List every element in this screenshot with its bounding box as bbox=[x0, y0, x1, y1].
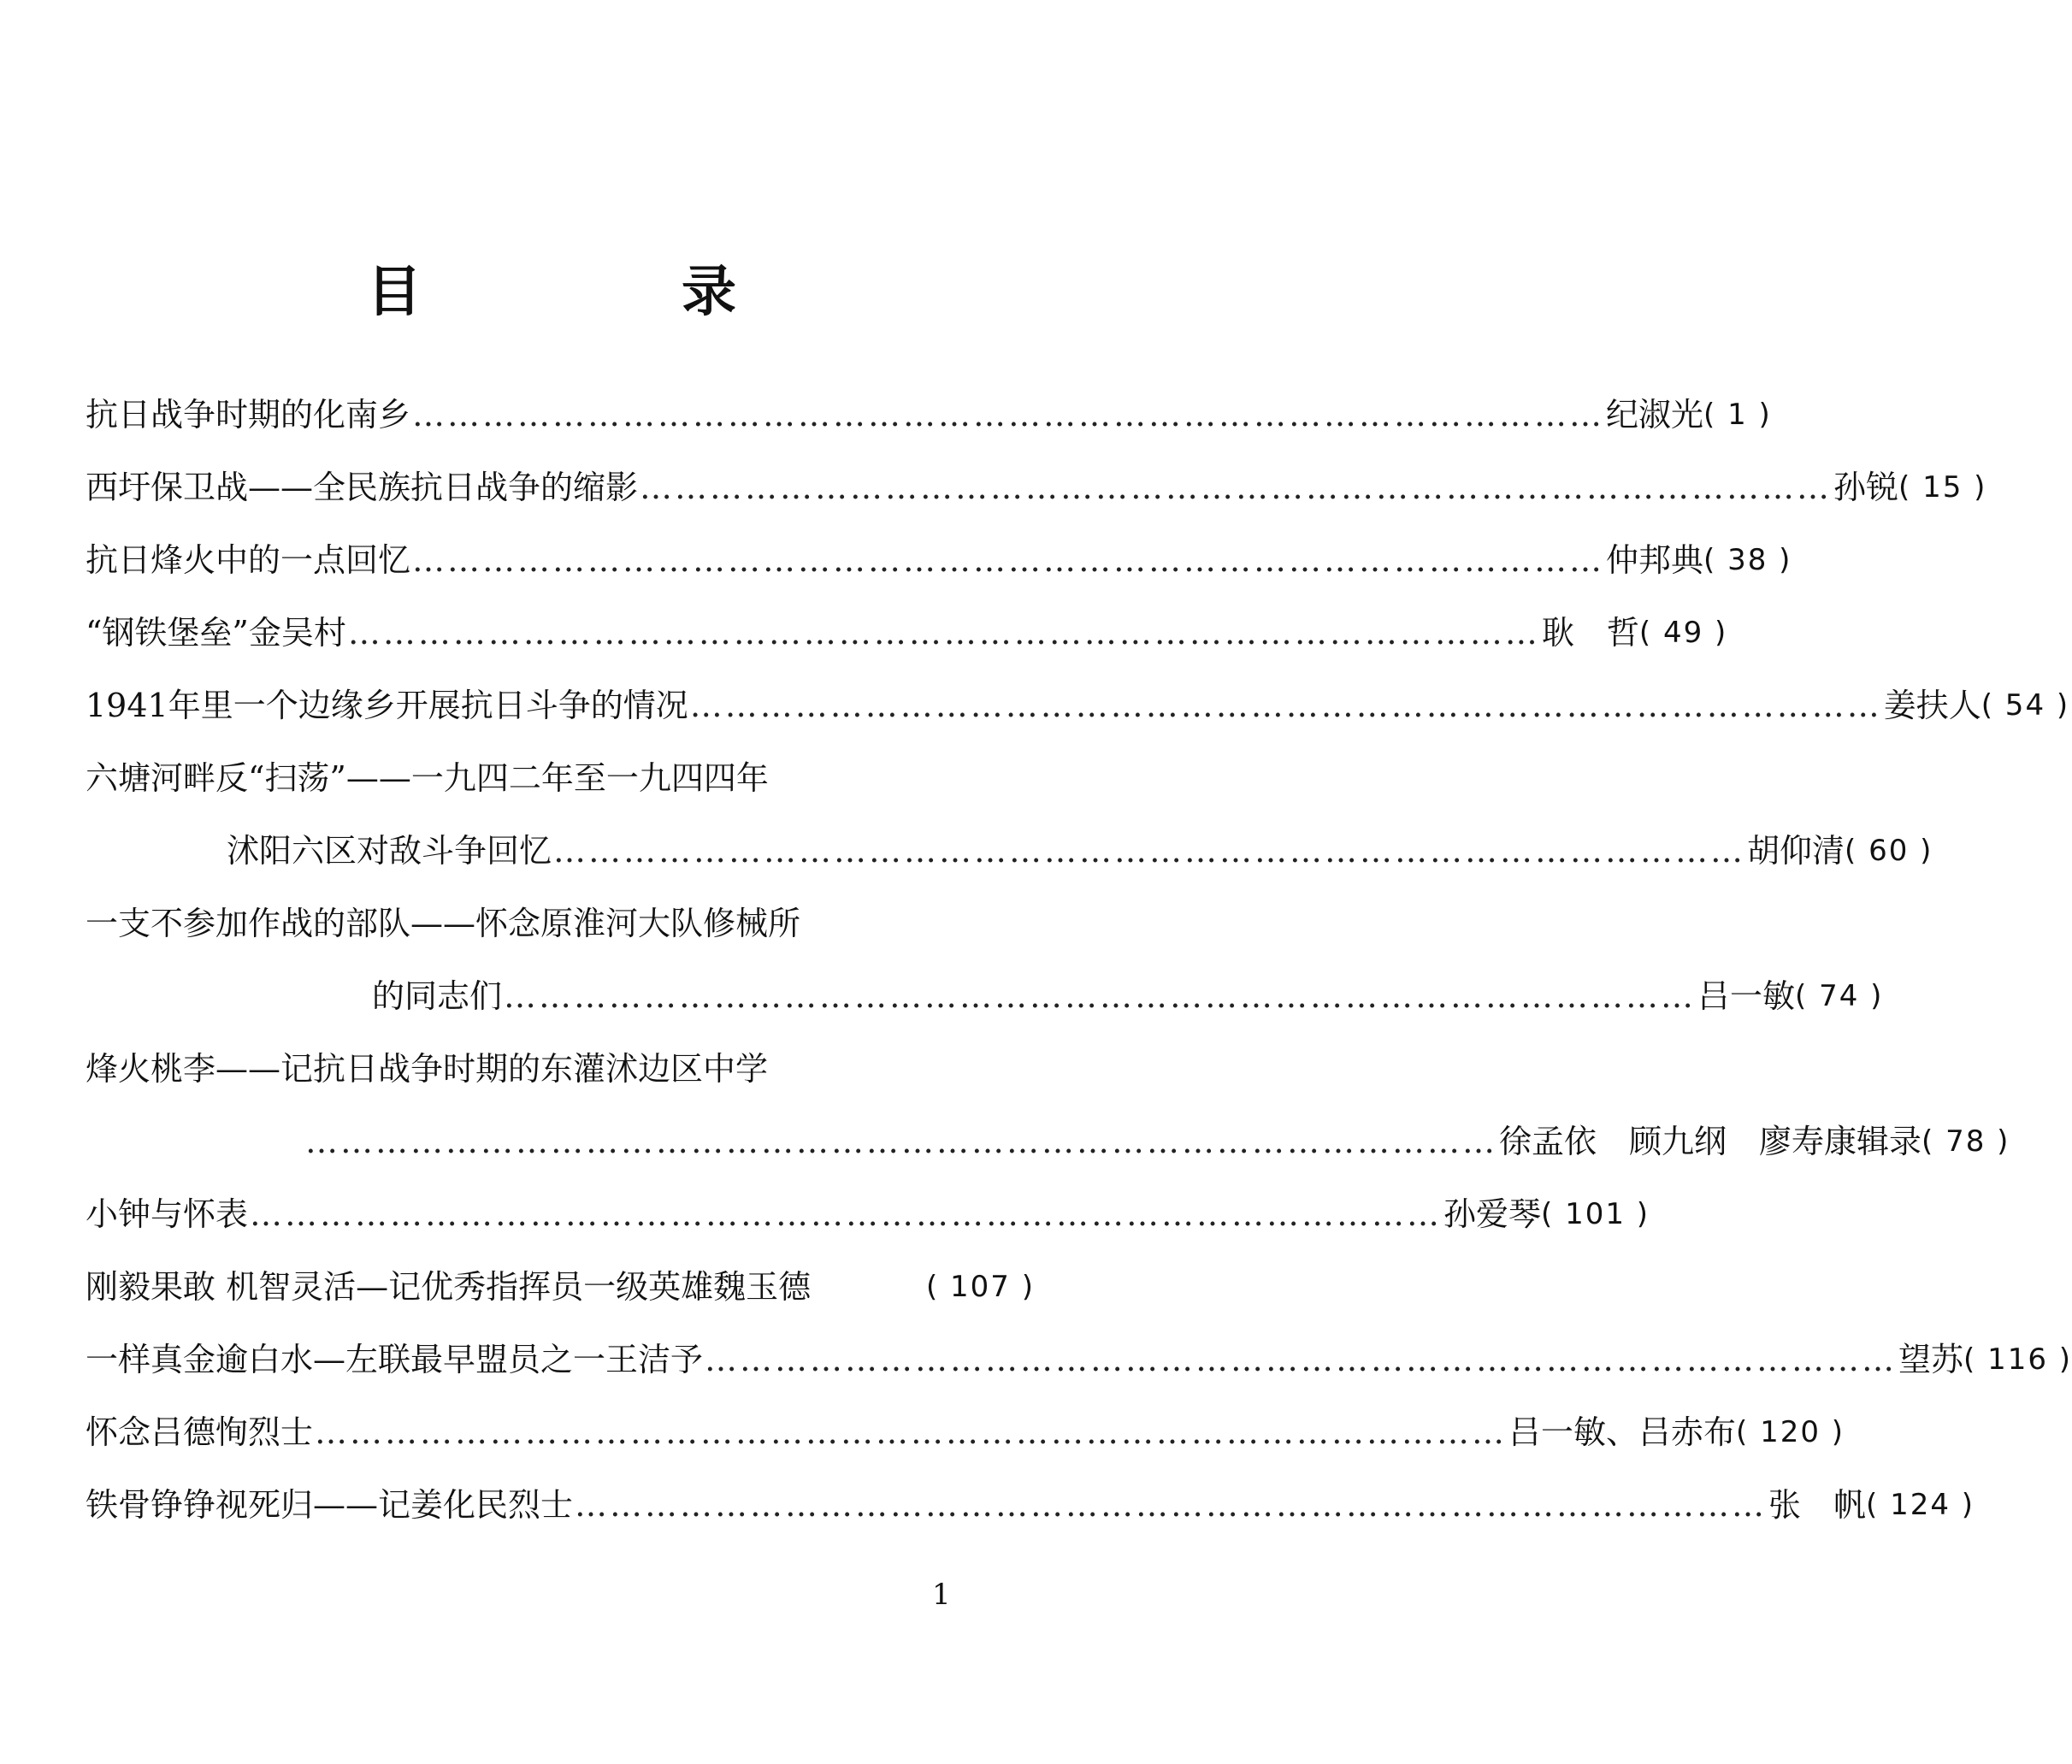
entry-page: ( 74 ) bbox=[1795, 979, 1884, 1013]
entry-title: 抗日战争时期的化南乡 bbox=[86, 396, 411, 434]
entry-title: 的同志们 bbox=[372, 977, 503, 1015]
entry-author: 孙爱琴 bbox=[1443, 1195, 1542, 1233]
entry-title: 沭阳六区对敌斗争回忆 bbox=[227, 832, 552, 870]
toc-entry[interactable] bbox=[86, 1261, 1035, 1313]
toc-entry[interactable] bbox=[86, 389, 1772, 440]
entry-author: 望苏 bbox=[1898, 1341, 1964, 1378]
leader-dots: ………………………………………………………………………………………… bbox=[315, 1413, 1508, 1451]
toc-entry-title-line[interactable] bbox=[86, 898, 800, 949]
toc-entry[interactable] bbox=[227, 825, 1933, 876]
leader-dots: ………………………………………………………………………………………… bbox=[553, 832, 1746, 870]
leader-dots: ………………………………………………………………………………………… bbox=[347, 614, 1540, 652]
entry-author: 胡仰清 bbox=[1747, 832, 1845, 870]
leader-dots: ………………………………………………………………………………………… bbox=[305, 1123, 1497, 1160]
leader-dots: ………………………………………………………………………………………… bbox=[412, 541, 1605, 579]
entry-page: ( 15 ) bbox=[1898, 470, 1987, 504]
toc-entry[interactable] bbox=[86, 534, 1792, 586]
entry-author: 耿 哲 bbox=[1541, 614, 1639, 652]
leader-dots: ………………………………………………………………………………………… bbox=[705, 1341, 1898, 1378]
leader-dots: ………………………………………………………………………………………… bbox=[250, 1195, 1443, 1233]
entry-title: 西圩保卫战——全民族抗日战争的缩影 bbox=[86, 469, 639, 506]
toc-entry[interactable] bbox=[86, 607, 1728, 658]
entry-page: ( 120 ) bbox=[1736, 1415, 1845, 1449]
entry-page: ( 124 ) bbox=[1866, 1488, 1975, 1522]
entry-page: ( 78 ) bbox=[1921, 1124, 2010, 1159]
entry-author: 姜扶人 bbox=[1883, 687, 1981, 724]
entry-title: 一样真金逾白水—左联最早盟员之一王洁予 bbox=[86, 1341, 704, 1378]
toc-entry[interactable] bbox=[86, 462, 1987, 513]
entry-page: ( 1 ) bbox=[1703, 398, 1772, 432]
entry-page: ( 54 ) bbox=[1981, 688, 2070, 723]
entry-author: 吕一敏、吕赤布 bbox=[1508, 1413, 1737, 1451]
entry-page: ( 101 ) bbox=[1541, 1197, 1650, 1231]
entry-title: 小钟与怀表 bbox=[86, 1195, 249, 1233]
entry-title: “钢铁堡垒”金吴村 bbox=[86, 614, 346, 652]
entry-page: ( 116 ) bbox=[1963, 1342, 2072, 1377]
entry-page: ( 107 ) bbox=[925, 1270, 1035, 1304]
entry-title: 怀念吕德恂烈士 bbox=[86, 1413, 314, 1451]
entry-page: ( 49 ) bbox=[1638, 616, 1728, 650]
toc-entry-title-line[interactable] bbox=[86, 752, 769, 804]
footer-page-number: 1 bbox=[932, 1578, 951, 1612]
entry-author: 徐孟依 顾九纲 廖寿康辑录 bbox=[1499, 1123, 1922, 1160]
toc-entry-title-line[interactable] bbox=[86, 1043, 768, 1094]
entry-title: 一支不参加作战的部队——怀念原淮河大队修械所 bbox=[86, 905, 801, 942]
entry-author: 孙锐 bbox=[1833, 469, 1899, 506]
page-title: 目 录 bbox=[367, 260, 839, 324]
toc-entry[interactable] bbox=[304, 1116, 2010, 1167]
entry-author: 纪淑光 bbox=[1606, 396, 1704, 434]
toc-entry[interactable] bbox=[372, 970, 1884, 1022]
leader-dots: ………………………………………………………………………………………… bbox=[689, 687, 1882, 724]
entry-author: 仲邦典 bbox=[1606, 541, 1704, 579]
entry-title: 抗日烽火中的一点回忆 bbox=[86, 541, 411, 579]
entry-title: 烽火桃李——记抗日战争时期的东灌沭边区中学 bbox=[86, 1050, 769, 1088]
toc-entry[interactable] bbox=[86, 1189, 1650, 1240]
leader-dots: ………………………………………………………………………………………… bbox=[504, 977, 1697, 1015]
entry-page: ( 38 ) bbox=[1703, 543, 1792, 577]
entry-title: 六塘河畔反“扫荡”——一九四二年至一九四四年 bbox=[86, 759, 769, 797]
toc-entry[interactable] bbox=[86, 1334, 2072, 1385]
leader-dots: ………………………………………………………………………………………… bbox=[575, 1486, 1768, 1524]
entry-title: 刚毅果敢 机智灵活—记优秀指挥员一级英雄魏玉德 bbox=[86, 1268, 812, 1306]
entry-author: 吕一敏 bbox=[1697, 977, 1796, 1015]
entry-title: 铁骨铮铮视死归——记姜化民烈士 bbox=[86, 1486, 574, 1524]
entry-author: 张 帆 bbox=[1768, 1486, 1867, 1524]
leader-dots: ………………………………………………………………………………………… bbox=[640, 469, 1833, 506]
toc-entry[interactable] bbox=[86, 680, 2070, 731]
toc-entry[interactable] bbox=[86, 1407, 1845, 1458]
leader-dots: ………………………………………………………………………………………… bbox=[412, 396, 1605, 434]
entry-page: ( 60 ) bbox=[1845, 834, 1933, 868]
entry-title: 1941年里一个边缘乡开展抗日斗争的情况 bbox=[86, 687, 688, 724]
toc-entry[interactable] bbox=[86, 1479, 1975, 1531]
